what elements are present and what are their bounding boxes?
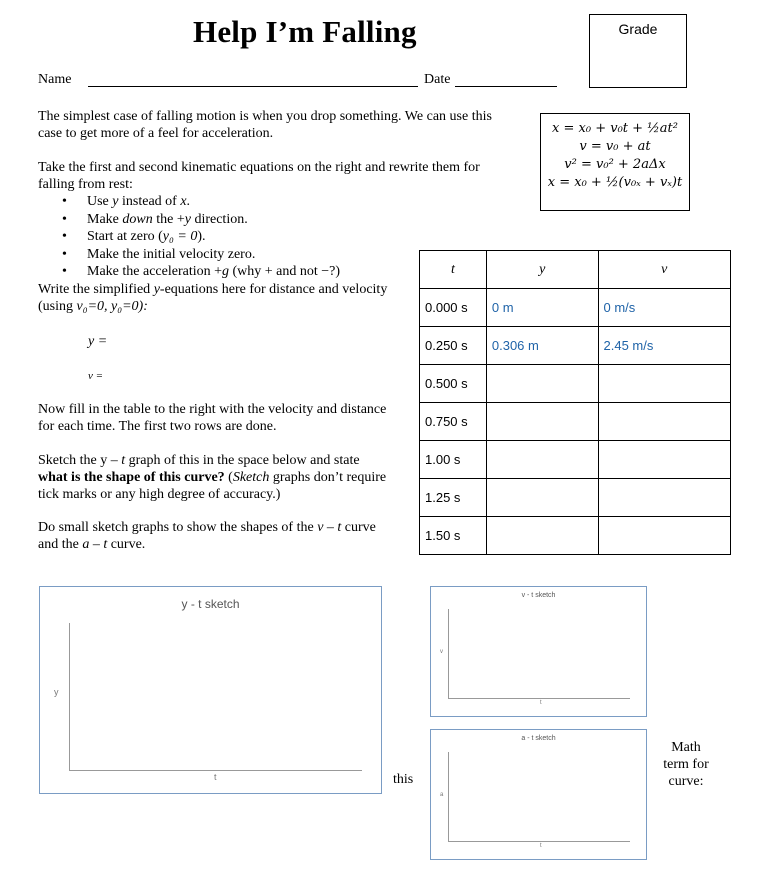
cell-y[interactable]: 0.306 m [486, 327, 598, 365]
write-instruction-line-1: Write the simplified y-equations here for distance and velocity [38, 281, 388, 297]
grade-box[interactable] [589, 14, 687, 88]
at-x-label: t [540, 843, 542, 849]
yt-sketch-title: y - t sketch [181, 597, 240, 611]
table-row [420, 403, 731, 441]
cell-t: 0.500 s [420, 365, 487, 403]
sketch-line-1: Sketch the y – t graph of this in the space below and state [38, 453, 360, 468]
table-row [420, 479, 731, 517]
date-field[interactable] [455, 86, 557, 87]
cell-v[interactable] [598, 403, 731, 441]
small-line-2: and the a – t curve. [38, 537, 146, 552]
sketch-line-2: what is the shape of this curve? (Sketch graphs don’t require [38, 470, 387, 485]
cell-v[interactable] [598, 517, 731, 555]
cell-y[interactable] [486, 365, 598, 403]
fill-table-instruction [38, 401, 386, 435]
cell-y[interactable] [486, 403, 598, 441]
table-row [420, 365, 731, 403]
yt-y-label: y [54, 687, 59, 697]
this-label: this [393, 772, 414, 787]
name-field[interactable] [88, 86, 418, 87]
cell-v[interactable]: 0 m/s [598, 289, 731, 327]
cell-y[interactable]: 0 m [486, 289, 598, 327]
date-label: Date [424, 72, 451, 87]
vt-sketch-title: v - t sketch [521, 592, 556, 599]
intro-line-2: case to get more of a feel for acceleration. [38, 126, 274, 141]
grade-label: Grade [618, 21, 658, 37]
fill-line-2: for each time. The first two rows are done. [38, 419, 277, 434]
yt-sketch-area[interactable] [39, 586, 382, 794]
cell-y[interactable] [486, 441, 598, 479]
cell-y[interactable] [486, 517, 598, 555]
cell-v[interactable] [598, 365, 731, 403]
equation-2: v = v₀ + at [579, 139, 651, 154]
cell-t: 0.750 s [420, 403, 487, 441]
math-term-line-2: term for [663, 757, 709, 772]
small-line-1: Do small sketch graphs to show the shapes of the v – t curve [38, 520, 376, 535]
bullet-item: • Start at zero (y₀ = 0). [38, 228, 518, 246]
cell-t: 1.25 s [420, 479, 487, 517]
yt-x-axis [69, 770, 362, 771]
write-instruction-line-2: (using v₀=0, y₀=0): [38, 298, 148, 314]
intro-paragraph [38, 108, 492, 142]
yt-x-label: t [214, 772, 217, 782]
math-term-line-3: curve: [668, 774, 704, 789]
vt-x-label: t [540, 700, 542, 706]
small-sketch-instruction [38, 519, 376, 553]
cell-v[interactable] [598, 479, 731, 517]
cell-v[interactable] [598, 441, 731, 479]
data-table [419, 250, 731, 555]
math-term-line-1: Math [671, 740, 701, 755]
table-row [420, 441, 731, 479]
bullet-item: • Make the acceleration +g (why + and not −?) [38, 263, 518, 281]
equation-3: v² = v₀² + 2aΔx [564, 157, 666, 172]
equation-4: x = x₀ + ½(v₀ₓ + vₓ)t [547, 175, 683, 190]
y-equation-label[interactable]: y = [88, 334, 108, 349]
at-sketch-area[interactable] [430, 729, 647, 860]
vt-y-axis [448, 609, 449, 698]
intro-line-1: The simplest case of falling motion is when you drop something. We can use this [38, 109, 492, 124]
bullet-item: • Make the initial velocity zero. [38, 246, 518, 264]
header-y: y [486, 251, 598, 289]
page-title: Help I’m Falling [193, 14, 417, 49]
vt-x-axis [448, 698, 630, 699]
table-row [420, 327, 731, 365]
instructions-line-1: Take the first and second kinematic equations on the right and rewrite them for [38, 160, 480, 175]
at-sketch-title: a - t sketch [521, 735, 556, 742]
table-header-row [420, 251, 731, 289]
at-x-axis [448, 841, 630, 842]
table-row [420, 517, 731, 555]
cell-y[interactable] [486, 479, 598, 517]
fill-line-1: Now fill in the table to the right with the velocity and distance [38, 402, 387, 417]
sketch-line-3: tick marks or any high degree of accuracy.) [38, 487, 281, 502]
at-y-label: a [440, 792, 444, 798]
equation-1: x = x₀ + v₀t + ½at² [552, 121, 678, 136]
yt-y-axis [69, 623, 70, 770]
bullet-item: • Make down the +y direction. [38, 211, 518, 229]
sketch-instruction [38, 452, 386, 503]
cell-v[interactable]: 2.45 m/s [598, 327, 731, 365]
table-row [420, 289, 731, 327]
vt-sketch-area[interactable] [430, 586, 647, 717]
kinematic-equations-box [540, 113, 690, 211]
name-label: Name [38, 72, 72, 87]
cell-t: 0.000 s [420, 289, 487, 327]
instructions-line-2: falling from rest: [38, 177, 133, 192]
cell-t: 0.250 s [420, 327, 487, 365]
cell-t: 1.00 s [420, 441, 487, 479]
cell-t: 1.50 s [420, 517, 487, 555]
header-v: v [598, 251, 731, 289]
bullet-item: • Use y instead of x. [38, 193, 518, 211]
at-y-axis [448, 752, 449, 841]
header-t: t [420, 251, 487, 289]
math-term-label [660, 739, 712, 790]
v-equation-label[interactable]: v = [88, 370, 104, 382]
vt-y-label: v [440, 649, 443, 655]
